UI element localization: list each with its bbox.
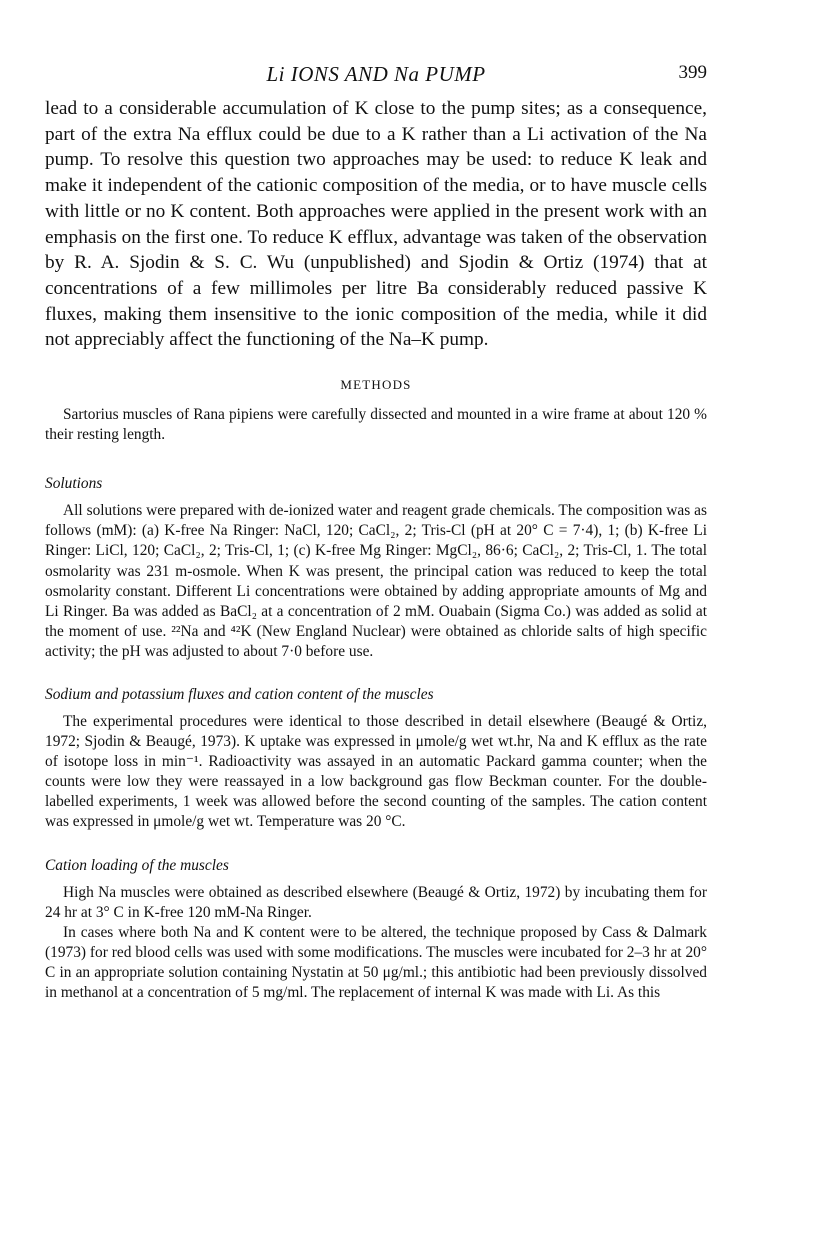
methods-paragraph: Sartorius muscles of Rana pipiens were carefully dissected and mounted in a wire frame at about 120 % their resting length. [45, 406, 707, 444]
solutions-paragraph: All solutions were prepared with de-ionized water and reagent grade chemicals. The composition was as follows (mM): (a) K-free Na Ringer: NaCl, 120; CaCl₂, 2; Tris-Cl (pH at 20° C = 7·4), 1; (b) K-free Li Ringer: LiCl, 120; CaCl₂, 2; Tris-Cl, 1; (c) K-free Mg Ringer: MgCl₂, 86·6; CaCl₂, 2; Tris-Cl, 1. The total osmolarity was 231 m-osmole. When K was present, the principal cation was reduced to keep the total osmolarity constant. Different Li concentrations were obtained by adding appropriate amounts of Mg and Li Ringer. Ba was added as BaCl₂ at a concentration of 2 mM. Ouabain (Sigma Co.) was added as solid at the moment of use. ²²Na and ⁴²K (New England Nuclear) were obtained as chloride salts of high specific activity; the pH was adjusted to about 7·0 before use. [45, 502, 707, 660]
loading-paragraph-2: In cases where both Na and K content were to be altered, the technique proposed by Cass & Dalmark (1973) for red blood cells was used with some modifications. The muscles were incubated for 2–3 hr at 20° C in an appropriate solution containing Nystatin at 50 μg/ml.; this antibiotic had been previously dissolved in methanol at a concentration of 5 mg/ml. The replacement of internal K was made with Li. As this [45, 923, 707, 1001]
intro-paragraph: lead to a considerable accumulation of K close to the pump sites; as a consequence, part of the extra Na efflux could be due to a K rather than a Li activation of the Na pump. To resolve this question two approaches may be used: to reduce K leak and make it independent of the cationic composition of the media, or to have muscle cells with little or no K content. Both approaches were applied in the present work with an emphasis on the first one. To reduce K efflux, advantage was taken of the observation by R. A. Sjodin & S. C. Wu (unpublished) and Sjodin & Ortiz (1974) that at concentrations of a few millimoles per litre Ba considerably reduced passive K fluxes, making them insensitive to the ionic composition of the media, while it did not appreciably affect the functioning of the Na–K pump. [45, 98, 707, 351]
methods-heading: METHODS [340, 377, 412, 393]
running-title: Li IONS AND Na PUMP [266, 62, 486, 86]
page-number: 399 [678, 62, 707, 83]
fluxes-heading: Sodium and potassium fluxes and cation content of the muscles [45, 685, 434, 703]
loading-paragraph-1: High Na muscles were obtained as described elsewhere (Beaugé & Ortiz, 1972) by incubating them for 24 hr at 3° C in K-free 120 mM-Na Ringer. [45, 883, 707, 921]
running-head [45, 62, 707, 96]
journal-page [45, 62, 707, 1003]
solutions-heading: Solutions [45, 475, 103, 493]
loading-heading: Cation loading of the muscles [45, 856, 229, 874]
fluxes-paragraph: The experimental procedures were identical to those described in detail elsewhere (Beaugé & Ortiz, 1972; Sjodin & Beaugé, 1973). K uptake was expressed in μmole/g wet wt.hr, Na and K efflux as the rate of isotope loss in min⁻¹. Radioactivity was assayed in an automatic Packard gamma counter; when the counts were low they were reassayed in a low background gas flow Beckman counter. For the double-labelled experiments, 1 week was allowed before the second counting of the samples. The cation content was expressed in μmole/g wet wt. Temperature was 20 °C. [45, 712, 707, 831]
